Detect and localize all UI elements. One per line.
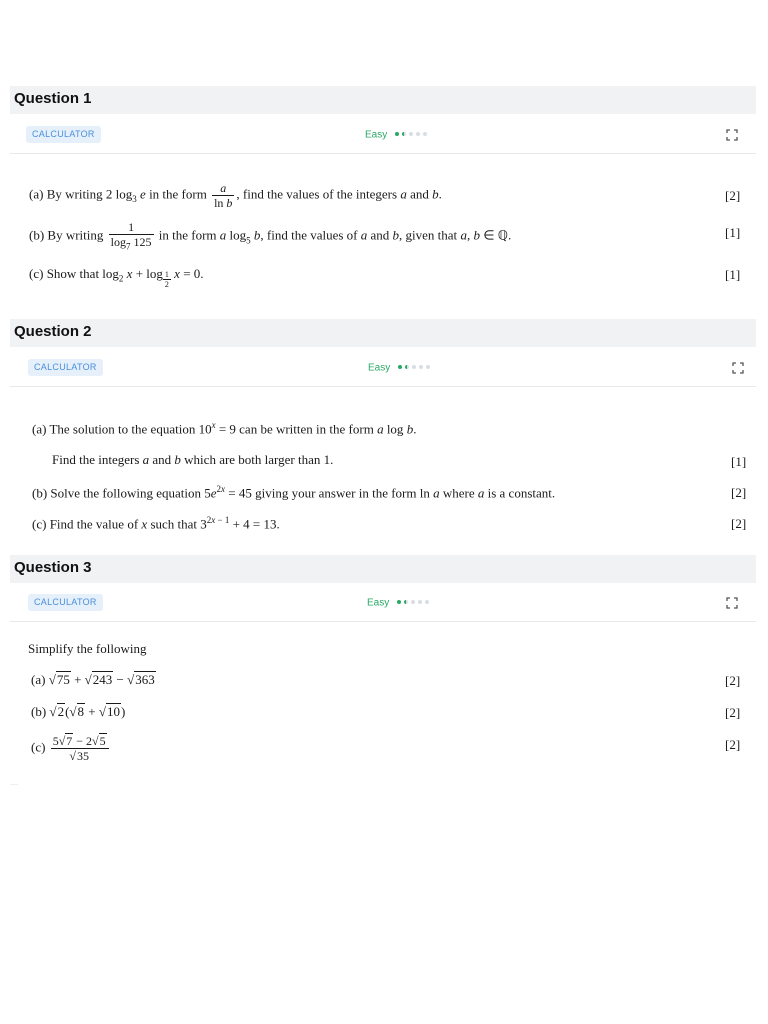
q1-a-marks: [2]: [725, 188, 741, 203]
q2-b-marks: [2]: [731, 485, 747, 500]
difficulty-dot: [426, 365, 430, 369]
q1-part-a: (a) By writing 2 $\log_3 e$ in the form $\frac{a}{\text{ln b}}$ , find the values of the integers a and b.: [29, 181, 442, 210]
part-label: (b): [29, 227, 45, 243]
q3-a-marks: [2]: [725, 673, 741, 688]
difficulty-dot: [416, 132, 420, 136]
part-label: (c): [32, 516, 47, 532]
question-3-title: Question 3: [14, 559, 92, 576]
difficulty-dot: [423, 132, 427, 136]
q2-a-marks: [1]: [731, 454, 747, 469]
difficulty-dot: [395, 132, 399, 136]
difficulty-dot: [405, 365, 409, 369]
expand-icon[interactable]: [732, 362, 744, 374]
q3-part-b: (b) √2(√8 + √10): [31, 704, 126, 719]
question-1-title: Question 1: [14, 90, 92, 107]
difficulty-dot: [409, 132, 413, 136]
calculator-badge: CALCULATOR: [28, 594, 103, 611]
expand-icon[interactable]: [726, 129, 738, 141]
q3-part-a: (a) √75 + √243 − √363: [31, 672, 155, 687]
difficulty-dot: [412, 365, 416, 369]
question-3-header: [10, 555, 756, 583]
q3-part-c: [31, 734, 111, 763]
q2-part-c: (c) Find the value of x such that $3^{2x - 1} + 4 = 13$.: [32, 515, 280, 532]
question-2-header: [10, 319, 756, 347]
question-1-header: [10, 86, 756, 114]
divider: [10, 784, 18, 785]
part-label: (b): [32, 485, 48, 501]
question-3-toolbar: [10, 585, 756, 622]
part-label: (a): [29, 186, 44, 202]
part-label: (a): [32, 421, 47, 437]
q1-part-c: (c) Show that $\log_2 x + \log$ $_{\frac{1}{2}}$ x = 0.: [29, 266, 204, 290]
q2-part-a: (a) The solution to the equation $10^x = 9$ can be written in the form a log b.: [32, 420, 417, 437]
question-1-toolbar: [10, 117, 756, 154]
q1-b-marks: [1]: [725, 225, 741, 240]
difficulty-dot: [418, 600, 422, 604]
part-label: (b): [31, 704, 47, 719]
difficulty-dots: [395, 127, 430, 143]
calculator-badge: CALCULATOR: [28, 359, 103, 376]
q3-intro: Simplify the following: [28, 641, 147, 656]
q1-part-b: (b) By writing $\frac{1}{\log_7 125}$ in the form a $\log_5 b$, find the values of a and b, given that a, b ∈ ℚ.: [29, 220, 512, 252]
difficulty-dot: [411, 600, 415, 604]
difficulty-dots: [397, 595, 432, 611]
q2-a-line2-text: Find the integers: [52, 452, 140, 467]
q3-b-marks: [2]: [725, 705, 741, 720]
difficulty-dot: [402, 132, 406, 136]
difficulty-label: Easy: [365, 129, 388, 141]
fraction: $\frac{5√7 - 2√5}{√35}$: [51, 734, 109, 763]
difficulty-label: Easy: [368, 362, 391, 374]
difficulty-indicator: [365, 127, 430, 143]
q3-c-marks: [2]: [725, 737, 741, 752]
expand-icon[interactable]: [726, 597, 738, 609]
difficulty-dot: [397, 600, 401, 604]
difficulty-indicator: [368, 360, 433, 376]
difficulty-dots: [398, 360, 433, 376]
part-label: (c): [31, 739, 46, 755]
calculator-badge: CALCULATOR: [26, 126, 101, 143]
question-2-toolbar: [10, 350, 756, 387]
fraction: $\frac{a}{\text{ln b}}$: [214, 181, 233, 210]
difficulty-dot: [425, 600, 429, 604]
difficulty-dot: [404, 600, 408, 604]
difficulty-dot: [419, 365, 423, 369]
fraction: $\frac{1}{\log_7 125}$: [110, 220, 152, 252]
q2-part-a-line2: Find the integers a and b which are both larger than 1.: [52, 452, 334, 467]
q2-c-marks: [2]: [731, 516, 747, 531]
difficulty-indicator: [367, 595, 432, 611]
part-label: (c): [29, 266, 44, 281]
q1-c-marks: [1]: [725, 267, 741, 282]
q2-part-b: (b) Solve the following equation $5e^{2x} = 45$ giving your answer in the form ln a where a is a constant.: [32, 484, 556, 501]
question-2-title: Question 2: [14, 323, 92, 340]
part-label: (a): [31, 672, 46, 687]
difficulty-dot: [398, 365, 402, 369]
difficulty-label: Easy: [367, 597, 390, 609]
